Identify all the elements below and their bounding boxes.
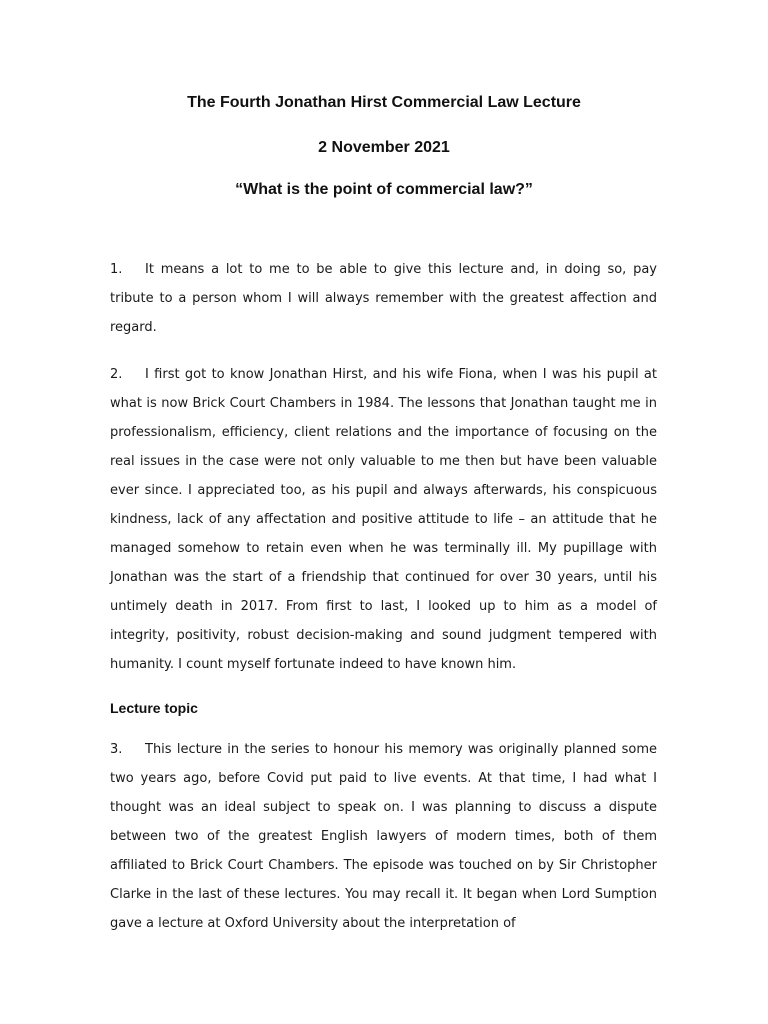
paragraph-1 bbox=[110, 255, 657, 342]
paragraph-text: It means a lot to me to be able to give this lecture and, in doing so, pay tribute to a person whom I will always remember with the greatest affection and regard. bbox=[110, 262, 657, 335]
lecture-date: 2 November 2021 bbox=[318, 139, 450, 156]
lecture-title: The Fourth Jonathan Hirst Commercial Law Lecture bbox=[187, 94, 581, 111]
section-heading: Lecture topic bbox=[110, 700, 198, 716]
paragraph-text: I first got to know Jonathan Hirst, and his wife Fiona, when I was his pupil at what is now Brick Court Chambers in 1984. The lessons that Jonathan taught me in professionalism, efficiency, client relations and the importance of focusing on the real issues in the case were not only valuable to me then but have been valuable ever since. I appreciated too, as his pupil and always afterwards, his conspicuous kindness, lack of any affectation and positive attitude to life – an attitude that he managed somehow to retain even when he was terminally ill. My pupillage with Jonathan was the start of a friendship that continued for over 30 years, until his untimely death in 2017. From first to last, I looked up to him as a model of integrity, positivity, robust decision-making and sound judgment tempered with humanity. I count myself fortunate indeed to have known him. bbox=[110, 367, 657, 672]
paragraph-2 bbox=[110, 360, 657, 679]
paragraph-number: 3. bbox=[110, 742, 123, 757]
paragraph-number: 1. bbox=[110, 262, 123, 277]
paragraph-number: 2. bbox=[110, 367, 123, 382]
paragraph-3 bbox=[110, 735, 657, 938]
paragraph-text: This lecture in the series to honour his memory was originally planned some two years ago, before Covid put paid to live events. At that time, I had what I thought was an ideal subject to speak on. I was planning to discuss a dispute between two of the greatest English lawyers of modern times, both of them affiliated to Brick Court Chambers. The episode was touched on by Sir Christopher Clarke in the last of these lectures. You may recall it. It began when Lord Sumption gave a lecture at Oxford University about the interpretation of bbox=[110, 742, 657, 931]
lecture-subtitle: “What is the point of commercial law?” bbox=[235, 181, 533, 198]
